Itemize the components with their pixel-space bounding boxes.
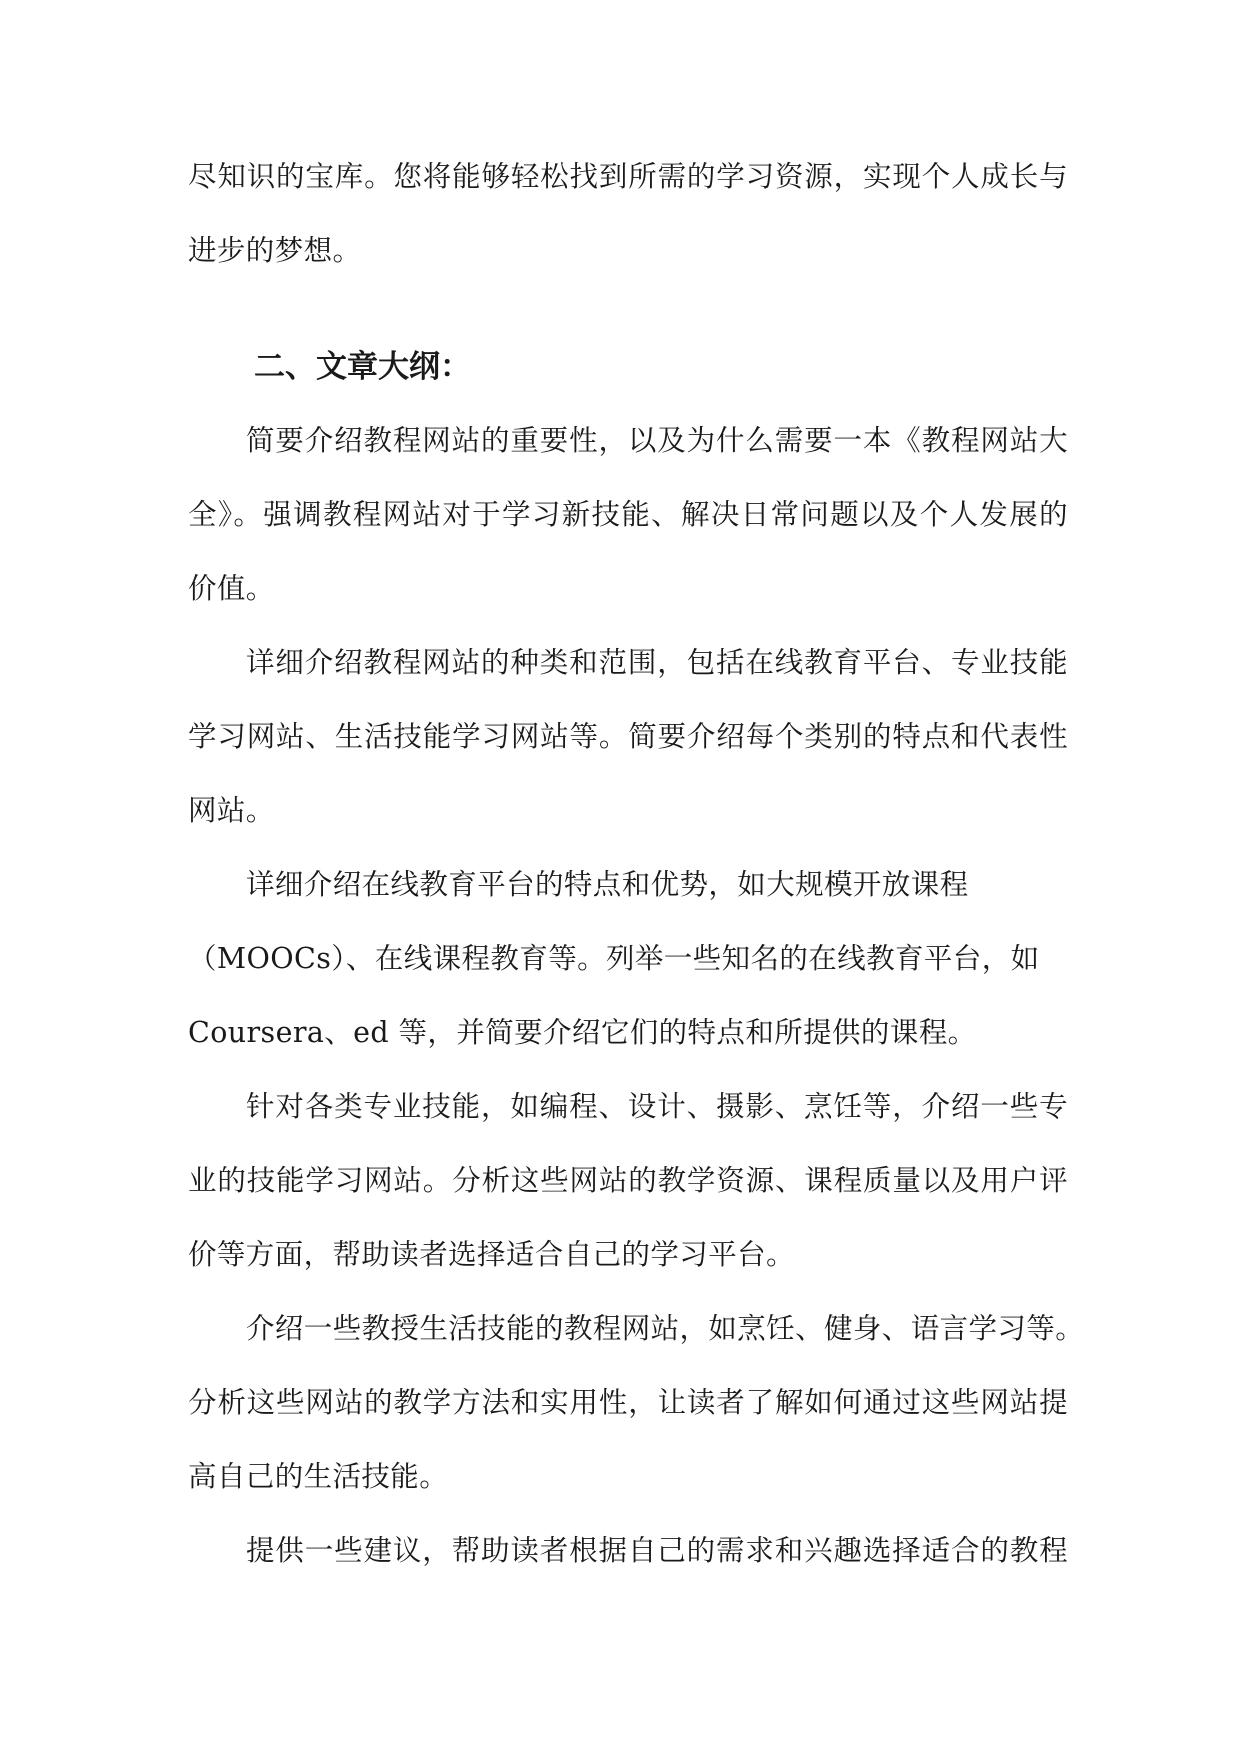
text-line: 尽知识的宝库。您将能够轻松找到所需的学习资源，实现个人成长与 (188, 160, 1068, 193)
text-line: 分析这些网站的教学方法和实用性，让读者了解如何通过这些网站提 (188, 1386, 1068, 1419)
text-line: 进步的梦想。 (188, 234, 362, 267)
text-line: Coursera、ed 等，并简要介绍它们的特点和所提供的课程。 (188, 1016, 977, 1049)
text-line: 详细介绍在线教育平台的特点和优势，如大规模开放课程 (246, 868, 969, 901)
paragraph (188, 626, 1068, 848)
paragraph (188, 1514, 1068, 1588)
text-line: 介绍一些教授生活技能的教程网站，如烹饪、健身、语言学习等。 (246, 1312, 1085, 1345)
text-line: 提供一些建议，帮助读者根据自己的需求和兴趣选择适合的教程 (246, 1534, 1068, 1567)
intro-paragraph (188, 140, 1068, 288)
text-line: 价等方面，帮助读者选择适合自己的学习平台。 (188, 1238, 795, 1271)
text-line: 针对各类专业技能，如编程、设计、摄影、烹饪等，介绍一些专 (246, 1090, 1068, 1123)
paragraph (188, 1070, 1068, 1292)
document-page (188, 140, 1085, 1588)
section-heading: 二、文章大纲： (254, 349, 471, 385)
paragraph (188, 1292, 1085, 1514)
text-line: （MOOCs）、在线课程教育等。列举一些知名的在线教育平台，如 (188, 942, 1040, 975)
text-line: 高自己的生活技能。 (188, 1460, 449, 1493)
paragraph (188, 404, 1068, 626)
text-line: 业的技能学习网站。分析这些网站的教学资源、课程质量以及用户评 (188, 1164, 1068, 1197)
text-line: 简要介绍教程网站的重要性，以及为什么需要一本《教程网站大 (246, 424, 1068, 457)
text-line: 全》。强调教程网站对于学习新技能、解决日常问题以及个人发展的 (188, 498, 1068, 531)
text-line: 价值。 (188, 572, 275, 605)
paragraph (188, 848, 1068, 1070)
text-line: 详细介绍教程网站的种类和范围，包括在线教育平台、专业技能 (246, 646, 1068, 679)
text-line: 网站。 (188, 794, 275, 827)
text-line: 学习网站、生活技能学习网站等。简要介绍每个类别的特点和代表性 (188, 720, 1068, 753)
